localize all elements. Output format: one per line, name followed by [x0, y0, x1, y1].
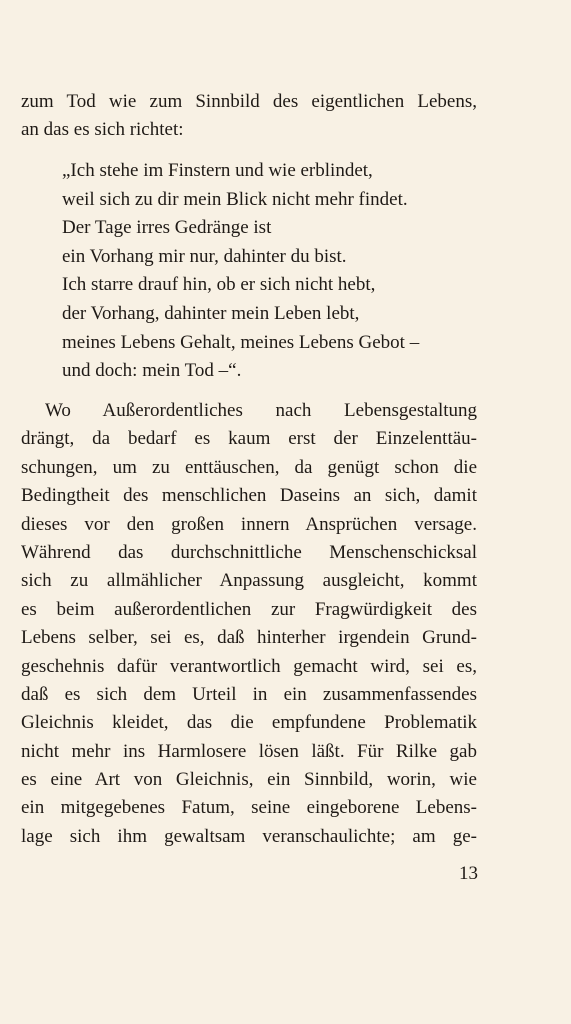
text-line: sich zu allmählicher Anpassung ausgleicht, kommt: [21, 570, 477, 592]
poem-line: „Ich stehe im Finstern und wie erblindet,: [62, 160, 373, 181]
text-line: ein mitgegebenes Fatum, seine eingeborene Lebens-: [21, 797, 477, 819]
text-line: Lebens selber, sei es, daß hinterher irgendein Grund-: [21, 627, 477, 649]
poem-line: meines Lebens Gehalt, meines Lebens Gebot –: [62, 331, 420, 353]
text-line: es beim außerordentlichen zur Fragwürdigkeit des: [21, 598, 477, 620]
text-line: Gleichnis kleidet, das die empfundene Problematik: [21, 712, 477, 734]
poem-line: Der Tage irres Gedränge ist: [62, 217, 272, 239]
poem-line: weil sich zu dir mein Blick nicht mehr findet.: [62, 188, 408, 210]
text-line: lage sich ihm gewaltsam veranschaulichte; am ge-: [21, 825, 477, 847]
text-line: dieses vor den großen innern Ansprüchen versage.: [21, 513, 477, 535]
text-line: geschehnis dafür verantwortlich gemacht wird, sei es,: [21, 655, 477, 677]
text-line: schungen, um zu enttäuschen, da genügt schon die: [21, 456, 477, 478]
poem-quotation: [62, 157, 482, 386]
poem-line: ein Vorhang mir nur, dahinter du bist.: [62, 245, 347, 267]
text-line: Wo Außerordentliches nach Lebensgestaltung: [45, 400, 477, 421]
text-line: Während das durchschnittliche Menschenschicksal: [21, 541, 477, 563]
page-number: 13: [459, 863, 478, 884]
paragraph-main: [21, 397, 477, 851]
text-line: Bedingtheit des menschlichen Daseins an sich, damit: [21, 485, 477, 507]
text-line: es eine Art von Gleichnis, ein Sinnbild, worin, wie: [21, 769, 477, 791]
text-line: an das es sich richtet:: [21, 119, 184, 141]
text-line: nicht mehr ins Harmlosere lösen läßt. Für Rilke gab: [21, 740, 477, 762]
poem-line: und doch: mein Tod –“.: [62, 360, 242, 382]
poem-line: Ich starre drauf hin, ob er sich nicht hebt,: [62, 274, 376, 296]
text-line: zum Tod wie zum Sinnbild des eigentlichen Lebens,: [21, 91, 477, 112]
text-line: drängt, da bedarf es kaum erst der Einzelenttäu-: [21, 428, 477, 450]
paragraph-intro: [21, 88, 477, 145]
poem-line: der Vorhang, dahinter mein Leben lebt,: [62, 302, 360, 324]
text-line: daß es sich dem Urteil in ein zusammenfassendes: [21, 683, 477, 705]
